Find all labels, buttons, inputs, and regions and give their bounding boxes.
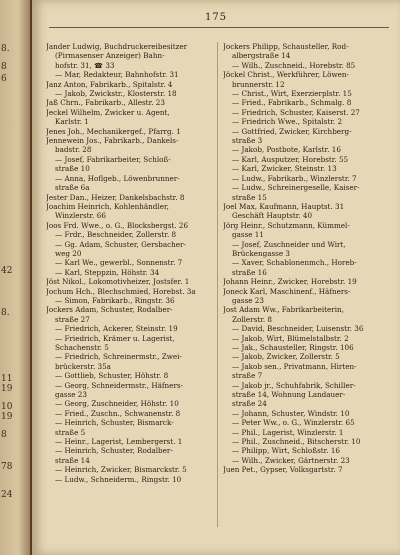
directory-entry-line: — Ludw., Schneiderm., Ringstr. 10 bbox=[55, 474, 182, 484]
directory-entry-line: badstr. 28 bbox=[55, 145, 92, 155]
directory-entry-line: Jeckel Wilhelm, Zwicker u. Agent, bbox=[46, 107, 170, 117]
directory-entry-line: — Xaver, Schablonenmch., Horeb- bbox=[232, 258, 357, 268]
directory-entry-line: — Jakob, Postbote, Karlstr. 16 bbox=[232, 145, 341, 155]
directory-entry-line: Joneck Karl, Maschinenf., Häfners- bbox=[223, 286, 351, 296]
right-column bbox=[223, 42, 383, 475]
previous-page-fragment: 78 bbox=[1, 462, 13, 472]
directory-entry-line: Jenes Joh., Mechanikergef., Pfarrg. 1 bbox=[46, 126, 181, 136]
directory-entry-line: Jennewein Jos., Fabrikarb., Dankels- bbox=[46, 136, 179, 146]
directory-entry-line: (Pirmasenser Anzeiger) Bahn- bbox=[55, 51, 165, 61]
directory-entry-line: Zollerstr. 8 bbox=[232, 314, 272, 324]
directory-entry-line: gasse 23 bbox=[232, 295, 264, 305]
directory-entry-line: gasse 11 bbox=[232, 230, 264, 240]
directory-entry-line: — Friedrich Wwe., Spitalstr. 2 bbox=[232, 117, 343, 127]
directory-entry-line: Jaß Chrn., Fabrikarb., Allestr. 23 bbox=[46, 98, 165, 108]
directory-entry-line: — Georg, Schneidermstr., Häfners- bbox=[55, 380, 183, 390]
directory-entry-line: — Philipp, Wirt, Schloßstr. 16 bbox=[232, 446, 341, 456]
directory-entry-line: — Wilh., Zwicker, Gärtnerstr. 23 bbox=[232, 455, 350, 465]
directory-entry-line: — Friedrich, Schreinermstr., Zwei- bbox=[55, 352, 182, 362]
directory-entry-line: straße 16 bbox=[232, 267, 267, 277]
previous-page-fragment: 6 bbox=[1, 74, 7, 84]
directory-entry-line: — Fried., Fabrikarb., Schmalg. 8 bbox=[232, 98, 352, 108]
directory-entry-line: Jander Ludwig, Buchdruckereibesitzer bbox=[46, 42, 188, 51]
directory-entry-line: — Johann, Schuster, Windstr. 10 bbox=[232, 408, 350, 418]
directory-entry-line: Jester Dan., Heizer, Dankelsbachstr. 8 bbox=[46, 192, 185, 202]
directory-entry-line: Jockers Adam, Schuster, Rodalber- bbox=[46, 305, 173, 315]
directory-entry-line: — Simon, Fabrikarb., Ringstr. 36 bbox=[55, 295, 175, 305]
directory-entry-line: Jochum Hch., Blechschmied, Horebst. 3a bbox=[46, 286, 196, 296]
previous-page-edge bbox=[0, 0, 30, 555]
directory-entry-line: straße 15 bbox=[232, 192, 267, 202]
directory-entry-line: — Fried., Zuschn., Schwanenstr. 8 bbox=[55, 408, 181, 418]
previous-page-fragment: 8. bbox=[1, 44, 10, 54]
previous-page-fragment: 10 bbox=[1, 402, 13, 412]
directory-entry-line: — Phil., Lagerist, Winzlerstr. 1 bbox=[232, 427, 344, 437]
left-column bbox=[46, 42, 206, 484]
directory-entry-line: Janz Anton, Fabrikarb., Spitalstr. 4 bbox=[46, 79, 173, 89]
directory-entry-line: — Karl, Zwicker, Steinstr. 13 bbox=[232, 164, 337, 174]
directory-entry-line: — Josef, Zuschneider und Wirt, bbox=[232, 239, 346, 249]
directory-entry-line: — Jakob, Zwickstr., Klosterstr. 18 bbox=[55, 89, 177, 99]
directory-entry-line: Joachim Heinrich, Kohlenhändler, bbox=[46, 201, 169, 211]
directory-entry-line: — Wilh., Zuschneid., Horebstr. 85 bbox=[232, 60, 356, 70]
directory-entry-line: — Ludw., Fabrikarb., Winzlerstr. 7 bbox=[232, 173, 357, 183]
directory-entry-line: — Heinr., Lagerist, Lembergerst. 1 bbox=[55, 437, 183, 447]
directory-entry-line: straße 24 bbox=[232, 399, 267, 409]
page-number: 175 bbox=[204, 12, 228, 23]
directory-entry-line: weg 20 bbox=[55, 248, 82, 258]
directory-entry-line: — Karl, Ausputzer, Horebstr. 55 bbox=[232, 154, 349, 164]
directory-entry-line: — Heinrich, Schuster, Rodalber- bbox=[55, 446, 173, 456]
directory-entry-line: — Heinrich, Zwicker, Bismarckstr. 5 bbox=[55, 465, 187, 475]
directory-entry-line: — Karl We., gewerbl., Sonnenstr. 7 bbox=[55, 258, 183, 268]
directory-entry-line: straße 10 bbox=[55, 164, 90, 174]
directory-entry-line: — Josef, Fabrikarbeiter, Schloß- bbox=[55, 154, 171, 164]
directory-entry-line: — Christ., Wirt, Exerzierplstr. 15 bbox=[232, 89, 352, 99]
directory-entry-line: — Jakob, Zwicker, Zollerstr. 5 bbox=[232, 352, 340, 362]
directory-entry-line: albergstraße 14 bbox=[232, 51, 291, 61]
directory-entry-line: Jörg Heinr., Schutzmann, Kümmel- bbox=[223, 220, 350, 230]
directory-entry-line: — Georg, Zuschneider, Höhstr. 10 bbox=[55, 399, 179, 409]
directory-entry-line: — Anna, Hoflgeb., Löwenbrunner- bbox=[55, 173, 180, 183]
directory-entry-line: — Heinrich, Schuster, Bismarck- bbox=[55, 418, 174, 428]
directory-entry-line: Johann Heinr., Zwicker, Horebstr. 19 bbox=[223, 277, 357, 287]
previous-page-fragment: 19 bbox=[1, 384, 13, 394]
directory-entry-line: — Friedrich, Schuster, Kaiserst. 27 bbox=[232, 107, 360, 117]
previous-page-fragment: 8 bbox=[1, 62, 7, 72]
previous-page-fragment: 24 bbox=[1, 490, 13, 500]
directory-entry-line: brunnerstr. 12 bbox=[232, 79, 285, 89]
directory-entry-line: hofstr. 31, ☎ 33 bbox=[55, 60, 115, 70]
directory-entry-line: — Jakob, Wirt, Blümelstalbstr. 2 bbox=[232, 333, 349, 343]
directory-entry-line: Geschäft Hauptstr. 40 bbox=[232, 211, 313, 221]
directory-entry-line: straße 14, Wohnung Landauer- bbox=[232, 390, 346, 400]
directory-entry-line: — Mar, Redakteur, Bahnhofstr. 31 bbox=[55, 70, 179, 80]
directory-entry-line: — Frdr., Beschneider, Zollerstr. 8 bbox=[55, 230, 177, 240]
directory-entry-line: — Gottfried, Zwicker, Kirchberg- bbox=[232, 126, 352, 136]
directory-entry-line: — Phil., Zuschneid., Bitscherstr. 10 bbox=[232, 437, 361, 447]
directory-entry-line: straße 5 bbox=[55, 427, 86, 437]
directory-entry-line: — Friedrich, Krämer u. Lagerist, bbox=[55, 333, 175, 343]
directory-entry-line: — Jakob jr., Schuhfabrik, Schiller- bbox=[232, 380, 356, 390]
previous-page-fragment: 11 bbox=[1, 374, 13, 384]
directory-entry-line: gasse 23 bbox=[55, 390, 87, 400]
directory-entry-line: Schachenstr. 5 bbox=[55, 343, 109, 352]
directory-page bbox=[32, 0, 400, 555]
directory-entry-line: Jöst Nikol., Lokomotivheizer, Jostsfer. 1 bbox=[46, 277, 190, 287]
directory-entry-line: straße 3 bbox=[232, 136, 263, 146]
column-divider bbox=[217, 42, 218, 527]
directory-entry-line: — David, Beschneider, Luisenstr. 36 bbox=[232, 324, 364, 334]
header-rule bbox=[49, 27, 389, 28]
directory-entry-line: — Jakob sen., Privatmann, Hirten- bbox=[232, 361, 357, 371]
directory-entry-line: straße 7 bbox=[232, 371, 263, 381]
directory-entry-line: — Jak., Schausteller, Ringstr. 106 bbox=[232, 343, 354, 352]
directory-entry-line: — Friedrich, Ackerer, Steinstr. 19 bbox=[55, 324, 178, 334]
directory-entry-line: Karlstr. 1 bbox=[55, 117, 89, 127]
directory-entry-line: Brückengasse 3 bbox=[232, 248, 290, 258]
directory-entry-line: — Ludw., Schreinergeselle, Kaiser- bbox=[232, 183, 360, 193]
previous-page-fragment: 8 bbox=[1, 430, 7, 440]
directory-entry-line: Jöckel Christ., Werkführer, Löwen- bbox=[223, 70, 349, 80]
directory-entry-line: Joos Frd. Wwe., o. G., Blocksbergst. 26 bbox=[46, 220, 189, 230]
directory-entry-line: Jockers Philipp, Schausteller, Rod- bbox=[223, 42, 349, 51]
directory-entry-line: — Gg. Adam, Schuster, Gersbacher- bbox=[55, 239, 186, 249]
directory-entry-line: — Peter Ww., o. G., Winzlerstr. 65 bbox=[232, 418, 355, 428]
directory-entry-line: straße 14 bbox=[55, 455, 90, 465]
previous-page-fragment: 42 bbox=[1, 266, 13, 276]
previous-page-fragment: 8. bbox=[1, 308, 10, 318]
previous-page-fragment: 19 bbox=[1, 412, 13, 422]
directory-entry-line: Jost Adam Ww., Fabrikarbeiterin, bbox=[223, 305, 344, 315]
directory-entry-line: brückerstr. 35a bbox=[55, 361, 111, 371]
directory-entry-line: — Gottlieb, Schuster, Höhstr. 8 bbox=[55, 371, 169, 381]
directory-entry-line: — Karl, Steppzin, Höhstr. 34 bbox=[55, 267, 160, 277]
directory-entry-line: straße 6a bbox=[55, 183, 90, 193]
directory-entry-line: Juen Pet., Gypser, Volksgartstr. 7 bbox=[223, 465, 343, 475]
directory-entry-line: Joel Max, Kaufmann, Hauptst. 31 bbox=[223, 201, 345, 211]
directory-entry-line: straße 27 bbox=[55, 314, 90, 324]
directory-entry-line: Winzlerstr. 66 bbox=[55, 211, 106, 221]
